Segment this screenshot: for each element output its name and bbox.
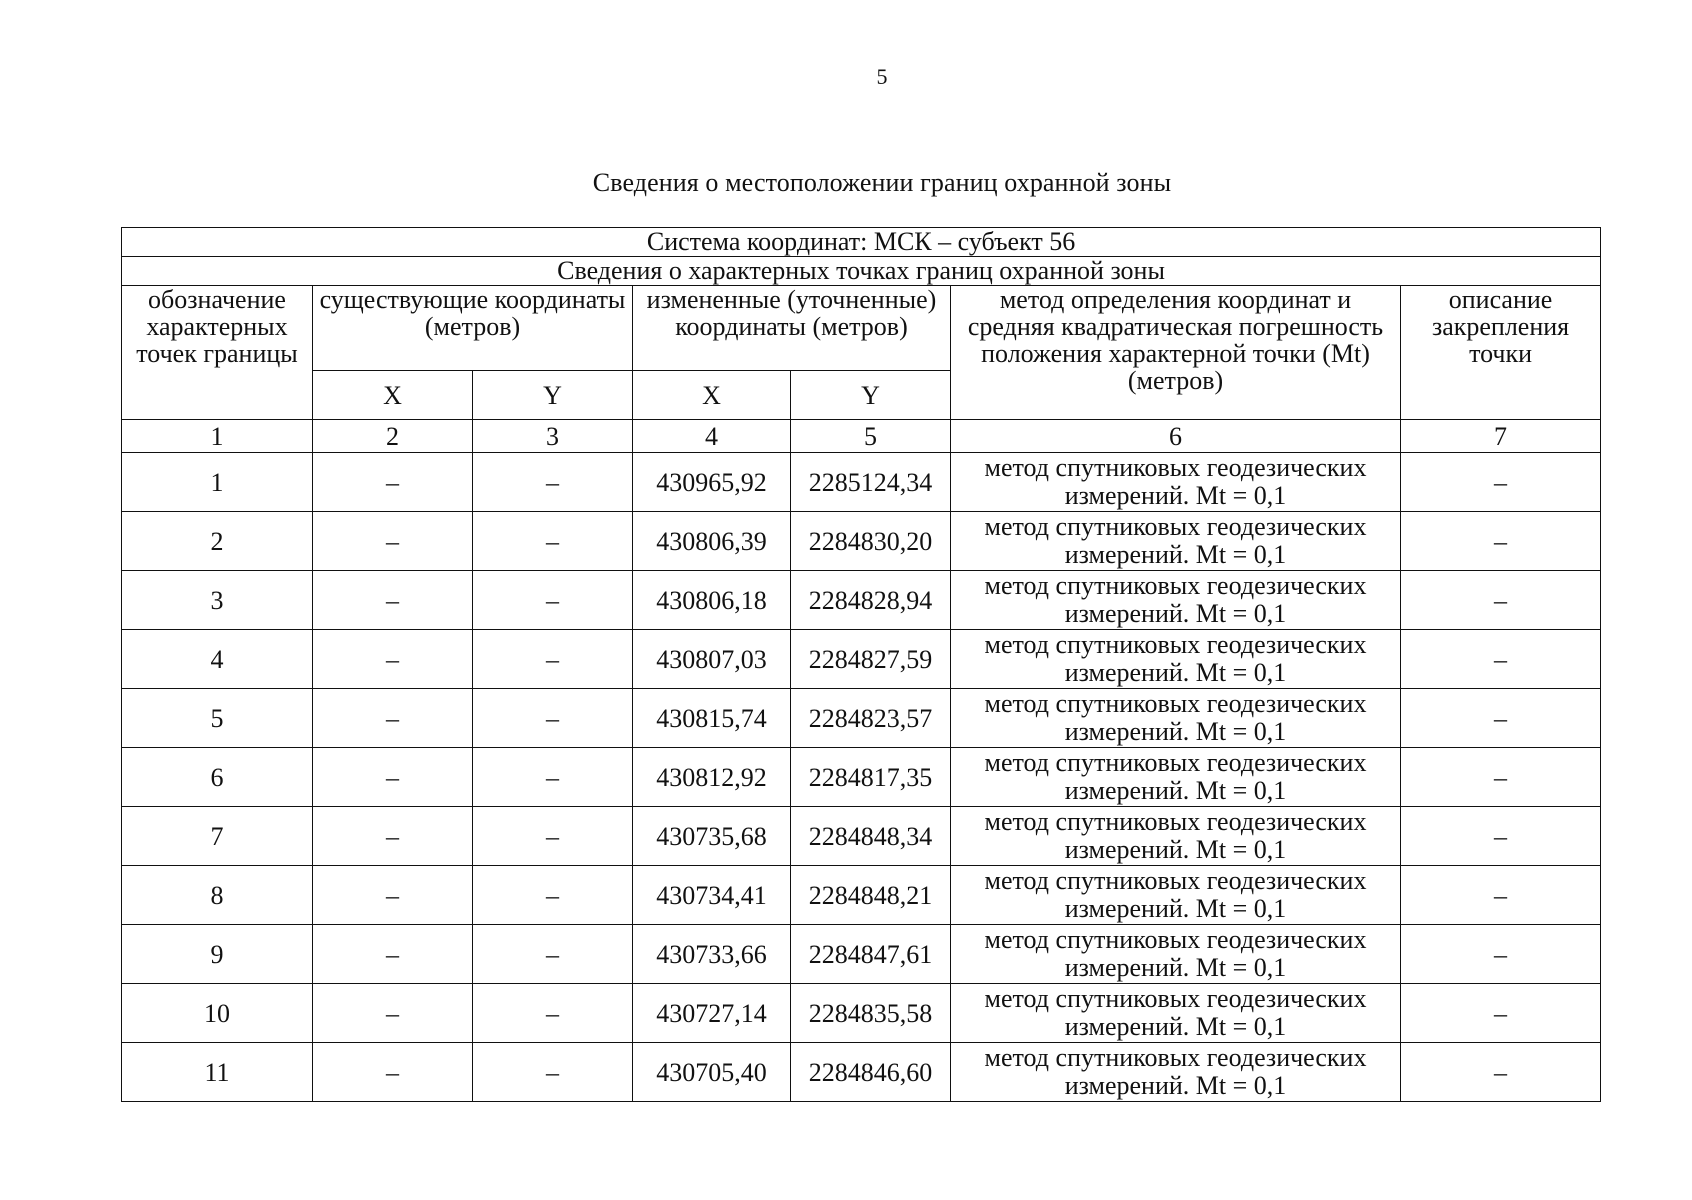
table-row xyxy=(122,925,1601,984)
header-method: метод определения координат и средняя квадратическая погрешность положения характерной точки (Mt) (метров) xyxy=(951,286,1401,420)
method-line: метод спутниковых геодезических xyxy=(984,748,1367,777)
subheader-existing-x: X xyxy=(313,371,473,420)
cell-method xyxy=(951,512,1401,571)
cell-method xyxy=(951,984,1401,1043)
column-number: 5 xyxy=(791,420,951,453)
cell-point: 2 xyxy=(122,512,313,571)
cell-existing-x: – xyxy=(313,630,473,689)
method-line: метод спутниковых геодезических xyxy=(984,453,1367,482)
column-number: 7 xyxy=(1401,420,1601,453)
cell-description: – xyxy=(1401,630,1601,689)
subheader-changed-x: X xyxy=(633,371,791,420)
method-line: измерений. Mt = 0,1 xyxy=(1064,717,1287,746)
cell-existing-x: – xyxy=(313,453,473,512)
page-number: 5 xyxy=(876,64,888,89)
cell-y: 2284835,58 xyxy=(791,984,951,1043)
column-number: 1 xyxy=(122,420,313,453)
column-number: 6 xyxy=(951,420,1401,453)
cell-existing-y: – xyxy=(473,453,633,512)
method-line: метод спутниковых геодезических xyxy=(984,571,1367,600)
cell-existing-y: – xyxy=(473,866,633,925)
cell-existing-y: – xyxy=(473,571,633,630)
header-description: описание закрепления точки xyxy=(1401,286,1601,420)
cell-y: 2285124,34 xyxy=(791,453,951,512)
cell-description: – xyxy=(1401,689,1601,748)
method-line: измерений. Mt = 0,1 xyxy=(1064,599,1287,628)
cell-existing-y: – xyxy=(473,984,633,1043)
cell-y: 2284827,59 xyxy=(791,630,951,689)
method-line: метод спутниковых геодезических xyxy=(984,1043,1367,1072)
cell-description: – xyxy=(1401,925,1601,984)
cell-x: 430806,39 xyxy=(633,512,791,571)
points-info-cell: Сведения о характерных точках границ охранной зоны xyxy=(122,257,1601,286)
method-line: измерений. Mt = 0,1 xyxy=(1064,658,1287,687)
cell-x: 430806,18 xyxy=(633,571,791,630)
cell-existing-x: – xyxy=(313,748,473,807)
table-row xyxy=(122,984,1601,1043)
table-row xyxy=(122,866,1601,925)
cell-x: 430735,68 xyxy=(633,807,791,866)
document-title: Сведения о местоположении границ охранной зоны xyxy=(592,168,1172,197)
method-line: метод спутниковых геодезических xyxy=(984,630,1367,659)
cell-existing-x: – xyxy=(313,571,473,630)
method-line: метод спутниковых геодезических xyxy=(984,512,1367,541)
cell-existing-x: – xyxy=(313,1043,473,1102)
cell-method xyxy=(951,1043,1401,1102)
cell-description: – xyxy=(1401,512,1601,571)
subheader-changed-y: Y xyxy=(791,371,951,420)
table-row xyxy=(122,1043,1601,1102)
method-line: измерений. Mt = 0,1 xyxy=(1064,481,1287,510)
cell-existing-x: – xyxy=(313,689,473,748)
method-line: измерений. Mt = 0,1 xyxy=(1064,1012,1287,1041)
cell-point: 10 xyxy=(122,984,313,1043)
cell-y: 2284817,35 xyxy=(791,748,951,807)
method-line: измерений. Mt = 0,1 xyxy=(1064,894,1287,923)
cell-existing-x: – xyxy=(313,925,473,984)
method-line: измерений. Mt = 0,1 xyxy=(1064,540,1287,569)
column-number: 2 xyxy=(313,420,473,453)
method-line: измерений. Mt = 0,1 xyxy=(1064,1071,1287,1100)
column-number: 4 xyxy=(633,420,791,453)
method-line: измерений. Mt = 0,1 xyxy=(1064,953,1287,982)
cell-x: 430812,92 xyxy=(633,748,791,807)
table-row xyxy=(122,453,1601,512)
cell-existing-y: – xyxy=(473,512,633,571)
cell-description: – xyxy=(1401,571,1601,630)
cell-point: 7 xyxy=(122,807,313,866)
cell-method xyxy=(951,807,1401,866)
cell-description: – xyxy=(1401,984,1601,1043)
cell-description: – xyxy=(1401,807,1601,866)
method-line: метод спутниковых геодезических xyxy=(984,925,1367,954)
cell-y: 2284846,60 xyxy=(791,1043,951,1102)
cell-y: 2284848,34 xyxy=(791,807,951,866)
cell-method xyxy=(951,925,1401,984)
cell-method xyxy=(951,689,1401,748)
cell-existing-x: – xyxy=(313,984,473,1043)
cell-point: 11 xyxy=(122,1043,313,1102)
cell-point: 9 xyxy=(122,925,313,984)
cell-method xyxy=(951,630,1401,689)
cell-x: 430727,14 xyxy=(633,984,791,1043)
column-number-row xyxy=(122,420,1601,453)
cell-x: 430733,66 xyxy=(633,925,791,984)
coordinate-system-row xyxy=(122,228,1601,257)
cell-existing-y: – xyxy=(473,807,633,866)
table-row xyxy=(122,512,1601,571)
header-row xyxy=(122,286,1601,371)
cell-existing-y: – xyxy=(473,925,633,984)
cell-x: 430705,40 xyxy=(633,1043,791,1102)
cell-point: 6 xyxy=(122,748,313,807)
cell-method xyxy=(951,571,1401,630)
cell-description: – xyxy=(1401,453,1601,512)
header-point-designation: обозначение характерных точек границы xyxy=(122,286,313,420)
method-line: метод спутниковых геодезических xyxy=(984,807,1367,836)
cell-x: 430807,03 xyxy=(633,630,791,689)
subheader-existing-y: Y xyxy=(473,371,633,420)
table-row xyxy=(122,630,1601,689)
coordinate-system-cell: Система координат: МСК – субъект 56 xyxy=(122,228,1601,257)
method-line: измерений. Mt = 0,1 xyxy=(1064,776,1287,805)
column-number: 3 xyxy=(473,420,633,453)
cell-y: 2284830,20 xyxy=(791,512,951,571)
cell-description: – xyxy=(1401,1043,1601,1102)
cell-description: – xyxy=(1401,866,1601,925)
table-row xyxy=(122,571,1601,630)
method-line: метод спутниковых геодезических xyxy=(984,689,1367,718)
cell-y: 2284823,57 xyxy=(791,689,951,748)
header-changed-coords: измененные (уточненные) координаты (метров) xyxy=(633,286,951,371)
cell-existing-y: – xyxy=(473,630,633,689)
cell-y: 2284848,21 xyxy=(791,866,951,925)
cell-existing-x: – xyxy=(313,807,473,866)
cell-y: 2284847,61 xyxy=(791,925,951,984)
method-line: метод спутниковых геодезических xyxy=(984,984,1367,1013)
table-row xyxy=(122,689,1601,748)
coordinates-table xyxy=(121,227,1601,1102)
points-info-row xyxy=(122,257,1601,286)
cell-point: 4 xyxy=(122,630,313,689)
cell-y: 2284828,94 xyxy=(791,571,951,630)
cell-point: 1 xyxy=(122,453,313,512)
cell-existing-y: – xyxy=(473,1043,633,1102)
cell-point: 8 xyxy=(122,866,313,925)
cell-method xyxy=(951,866,1401,925)
cell-x: 430965,92 xyxy=(633,453,791,512)
cell-method xyxy=(951,453,1401,512)
cell-existing-y: – xyxy=(473,748,633,807)
cell-x: 430734,41 xyxy=(633,866,791,925)
table-row xyxy=(122,807,1601,866)
cell-point: 3 xyxy=(122,571,313,630)
method-line: метод спутниковых геодезических xyxy=(984,866,1367,895)
table-row xyxy=(122,748,1601,807)
cell-existing-x: – xyxy=(313,512,473,571)
method-line: измерений. Mt = 0,1 xyxy=(1064,835,1287,864)
cell-description: – xyxy=(1401,748,1601,807)
cell-x: 430815,74 xyxy=(633,689,791,748)
cell-existing-x: – xyxy=(313,866,473,925)
cell-point: 5 xyxy=(122,689,313,748)
header-existing-coords: существующие координаты (метров) xyxy=(313,286,633,371)
cell-method xyxy=(951,748,1401,807)
cell-existing-y: – xyxy=(473,689,633,748)
